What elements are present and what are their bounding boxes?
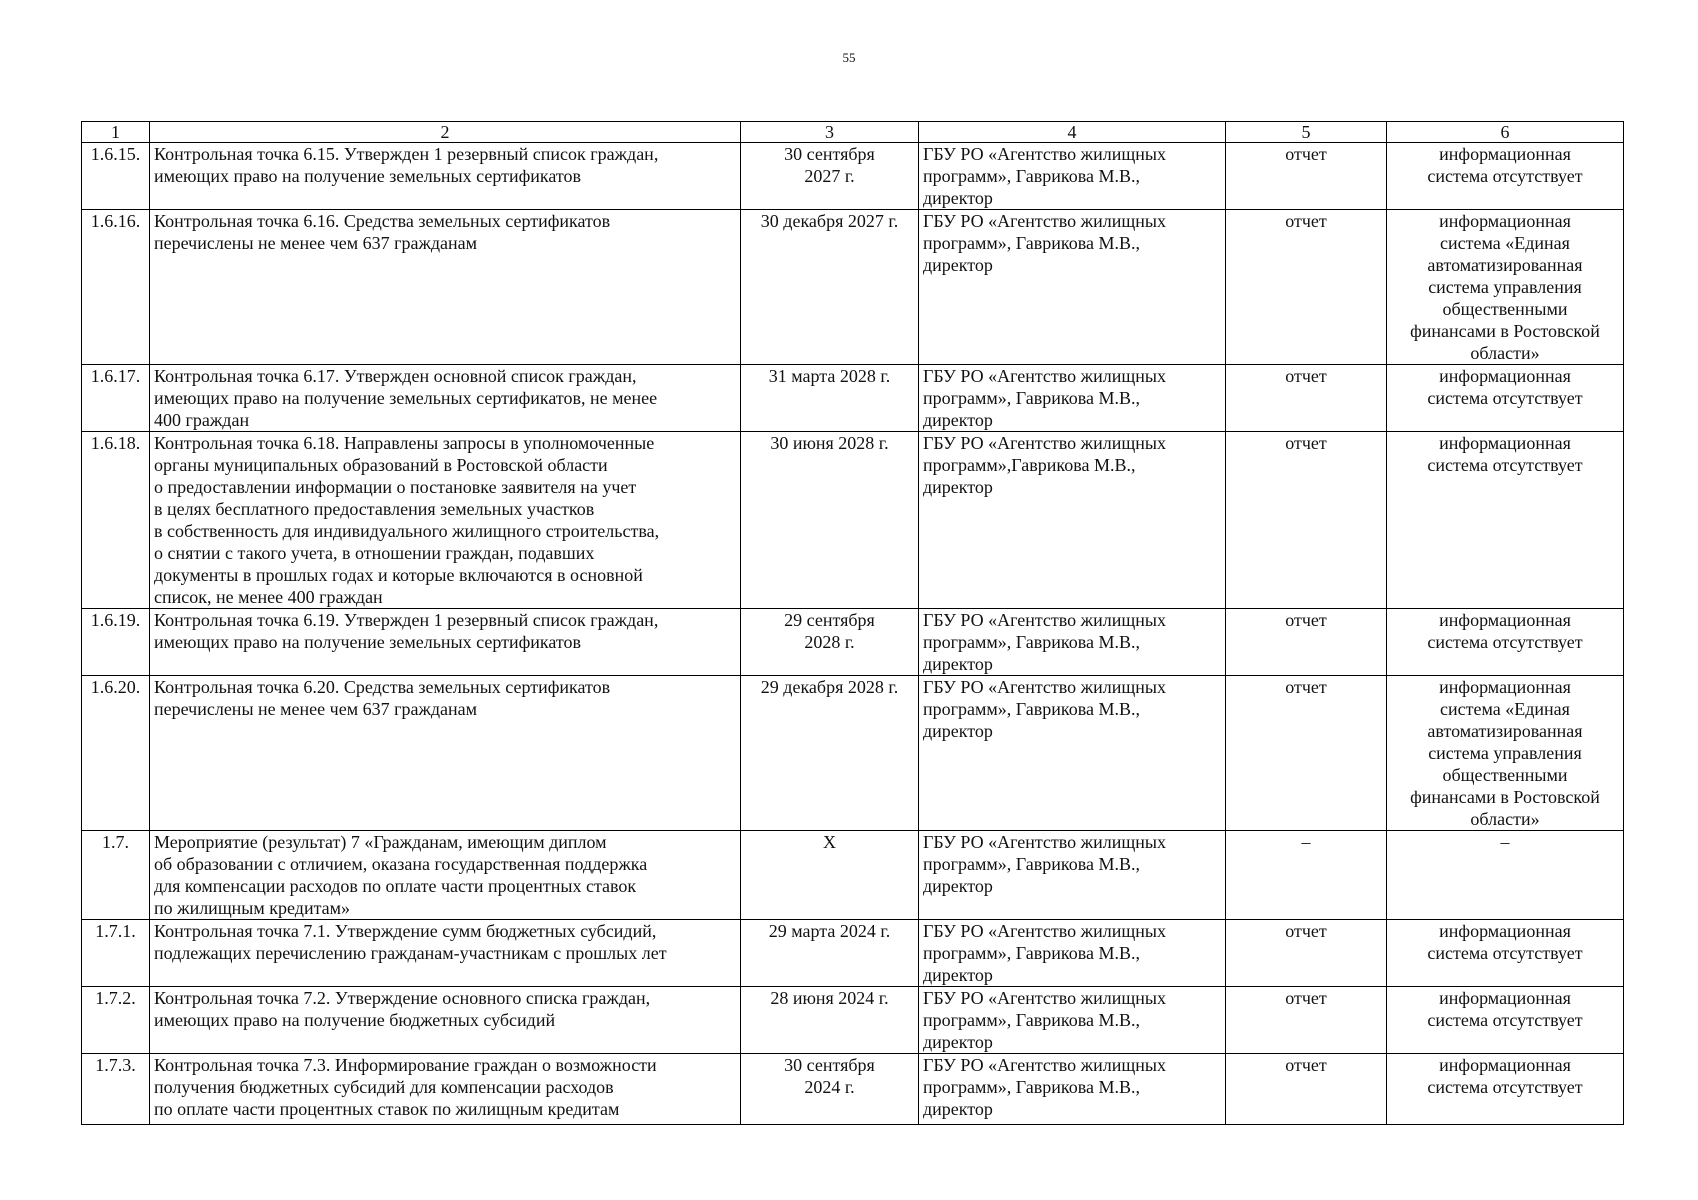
row-number: 1.6.19. <box>82 609 150 676</box>
row-description-line: документы в прошлых годах и которые включаются в основной <box>154 565 643 585</box>
row-responsible <box>919 920 1226 987</box>
row-description <box>150 609 741 676</box>
table-body <box>82 122 1624 1125</box>
row-description-line: Контрольная точка 7.3. Информирование граждан о возможности <box>154 1055 657 1075</box>
row-responsible-line: ГБУ РО «Агентство жилищных <box>923 433 1166 453</box>
row-responsible <box>919 831 1226 920</box>
row-description-line: получения бюджетных субсидий для компенсации расходов <box>154 1077 614 1097</box>
column-number-1: 1 <box>82 122 150 143</box>
row-information-system-line: финансами в Ростовской <box>1410 787 1600 807</box>
row-description-line: имеющих право на получение земельных сертификатов, не менее <box>154 388 658 408</box>
row-information-system-line: общественными <box>1442 299 1568 319</box>
row-information-system-line: общественными <box>1442 765 1568 785</box>
row-responsible-line: директор <box>923 1032 993 1052</box>
row-responsible <box>919 987 1226 1054</box>
row-responsible <box>919 432 1226 609</box>
row-deadline-line: 30 сентября <box>784 1055 875 1075</box>
control-points-table <box>81 121 1624 1125</box>
row-responsible-line: программ»,Гаврикова М.В., <box>923 455 1136 475</box>
row-responsible-line: директор <box>923 654 993 674</box>
row-responsible-line: программ», Гаврикова М.В., <box>923 233 1140 253</box>
row-information-system-line: система отсутствует <box>1427 388 1583 408</box>
row-description-line: органы муниципальных образований в Ростовской области <box>154 455 608 475</box>
row-deadline-line: 29 декабря 2028 г. <box>760 677 899 697</box>
row-description-line: Мероприятие (результат) 7 «Гражданам, имеющим диплом <box>154 832 607 852</box>
row-description-line: Контрольная точка 6.16. Средства земельных сертификатов <box>154 211 611 231</box>
table-row <box>82 365 1624 432</box>
row-deadline <box>741 987 919 1054</box>
row-responsible-line: ГБУ РО «Агентство жилищных <box>923 832 1166 852</box>
row-information-system-line: информационная <box>1439 211 1571 231</box>
row-description-line: по оплате части процентных ставок по жилищным кредитам <box>154 1099 620 1119</box>
column-number-2: 2 <box>150 122 741 143</box>
row-description <box>150 365 741 432</box>
row-responsible-line: ГБУ РО «Агентство жилищных <box>923 1055 1166 1075</box>
table-row <box>82 920 1624 987</box>
row-deadline <box>741 831 919 920</box>
row-deadline-line: 2028 г. <box>804 632 855 652</box>
table-row <box>82 143 1624 210</box>
row-information-system-line: – <box>1500 832 1510 852</box>
row-information-system-line: автоматизированная <box>1427 721 1583 741</box>
row-deadline-line: 30 июня 2028 г. <box>770 433 889 453</box>
row-responsible-line: директор <box>923 477 993 497</box>
row-document-type: отчет <box>1226 1054 1387 1125</box>
row-description-line: Контрольная точка 7.2. Утверждение основного списка граждан, <box>154 988 651 1008</box>
table-row <box>82 676 1624 831</box>
row-information-system <box>1387 987 1624 1054</box>
row-description-line: 400 граждан <box>154 410 250 430</box>
row-deadline-line: 29 марта 2024 г. <box>768 921 891 941</box>
row-description <box>150 1054 741 1125</box>
row-number: 1.7.3. <box>82 1054 150 1125</box>
row-information-system-line: система отсутствует <box>1427 632 1583 652</box>
row-responsible <box>919 365 1226 432</box>
row-information-system <box>1387 609 1624 676</box>
row-description-line: Контрольная точка 6.18. Направлены запросы в уполномоченные <box>154 433 655 453</box>
row-responsible-line: программ», Гаврикова М.В., <box>923 1077 1140 1097</box>
row-responsible-line: ГБУ РО «Агентство жилищных <box>923 921 1166 941</box>
row-document-type: – <box>1226 831 1387 920</box>
row-information-system-line: области» <box>1470 343 1540 363</box>
row-deadline <box>741 210 919 365</box>
row-deadline-line: 29 сентября <box>784 610 875 630</box>
row-responsible-line: директор <box>923 1099 993 1119</box>
row-description-line: Контрольная точка 6.17. Утвержден основной список граждан, <box>154 366 637 386</box>
row-responsible-line: директор <box>923 410 993 430</box>
row-deadline <box>741 676 919 831</box>
row-information-system-line: система отсутствует <box>1427 1077 1583 1097</box>
row-information-system-line: информационная <box>1439 921 1571 941</box>
row-description <box>150 987 741 1054</box>
row-responsible-line: программ», Гаврикова М.В., <box>923 632 1140 652</box>
row-description-line: подлежащих перечислению гражданам-участникам с прошлых лет <box>154 943 667 963</box>
row-responsible-line: директор <box>923 255 993 275</box>
row-description-line: в собственность для индивидуального жилищного строительства, <box>154 521 660 541</box>
row-information-system-line: система «Единая <box>1440 699 1570 719</box>
row-responsible <box>919 210 1226 365</box>
row-number: 1.6.16. <box>82 210 150 365</box>
row-information-system <box>1387 365 1624 432</box>
row-description-line: имеющих право на получение земельных сертификатов <box>154 632 582 652</box>
row-responsible-line: программ», Гаврикова М.В., <box>923 854 1140 874</box>
row-information-system-line: система отсутствует <box>1427 1010 1583 1030</box>
row-description-line: Контрольная точка 6.20. Средства земельных сертификатов <box>154 677 611 697</box>
row-description <box>150 920 741 987</box>
row-document-type: отчет <box>1226 987 1387 1054</box>
row-information-system-line: система управления <box>1428 277 1582 297</box>
row-responsible-line: программ», Гаврикова М.В., <box>923 388 1140 408</box>
row-deadline <box>741 609 919 676</box>
row-deadline-line: Х <box>823 832 836 852</box>
row-information-system <box>1387 210 1624 365</box>
row-description-line: о снятии с такого учета, в отношении граждан, подавших <box>154 543 595 563</box>
row-responsible-line: ГБУ РО «Агентство жилищных <box>923 988 1166 1008</box>
row-deadline <box>741 365 919 432</box>
row-number: 1.7. <box>82 831 150 920</box>
table-row <box>82 831 1624 920</box>
row-information-system-line: система «Единая <box>1440 233 1570 253</box>
row-information-system-line: финансами в Ростовской <box>1410 321 1600 341</box>
row-responsible-line: программ», Гаврикова М.В., <box>923 166 1140 186</box>
table-row <box>82 432 1624 609</box>
row-description-line: Контрольная точка 6.19. Утвержден 1 резервный список граждан, <box>154 610 659 630</box>
row-information-system-line: информационная <box>1439 144 1571 164</box>
row-responsible-line: программ», Гаврикова М.В., <box>923 1010 1140 1030</box>
row-responsible-line: ГБУ РО «Агентство жилищных <box>923 366 1166 386</box>
table-row <box>82 987 1624 1054</box>
row-deadline-line: 28 июня 2024 г. <box>770 988 889 1008</box>
row-information-system <box>1387 432 1624 609</box>
row-deadline <box>741 432 919 609</box>
row-information-system-line: система управления <box>1428 743 1582 763</box>
row-information-system <box>1387 676 1624 831</box>
table-row <box>82 210 1624 365</box>
row-description <box>150 210 741 365</box>
row-description-line: имеющих право на получение земельных сертификатов <box>154 166 582 186</box>
row-responsible-line: ГБУ РО «Агентство жилищных <box>923 610 1166 630</box>
row-document-type: отчет <box>1226 143 1387 210</box>
column-number-5: 5 <box>1226 122 1387 143</box>
row-description <box>150 676 741 831</box>
row-information-system <box>1387 1054 1624 1125</box>
row-document-type: отчет <box>1226 432 1387 609</box>
row-number: 1.7.1. <box>82 920 150 987</box>
row-document-type: отчет <box>1226 365 1387 432</box>
row-description-line: перечислены не менее чем 637 гражданам <box>154 699 478 719</box>
row-number: 1.6.20. <box>82 676 150 831</box>
row-responsible-line: программ», Гаврикова М.В., <box>923 699 1140 719</box>
row-description-line: по жилищным кредитам» <box>154 898 351 918</box>
table-row <box>82 609 1624 676</box>
row-document-type: отчет <box>1226 609 1387 676</box>
row-responsible-line: директор <box>923 721 993 741</box>
row-responsible <box>919 609 1226 676</box>
row-deadline-line: 30 декабря 2027 г. <box>760 211 899 231</box>
row-responsible-line: директор <box>923 188 993 208</box>
row-information-system-line: информационная <box>1439 610 1571 630</box>
row-information-system-line: информационная <box>1439 1055 1571 1075</box>
row-deadline <box>741 1054 919 1125</box>
row-deadline-line: 2027 г. <box>804 166 855 186</box>
column-number-row <box>82 122 1624 143</box>
row-responsible-line: директор <box>923 965 993 985</box>
row-information-system-line: информационная <box>1439 433 1571 453</box>
row-description-line: в целях бесплатного предоставления земельных участков <box>154 499 595 519</box>
row-number: 1.6.17. <box>82 365 150 432</box>
row-responsible-line: ГБУ РО «Агентство жилищных <box>923 144 1166 164</box>
row-information-system-line: система отсутствует <box>1427 943 1583 963</box>
row-number: 1.6.18. <box>82 432 150 609</box>
row-description-line: о предоставлении информации о постановке заявителя на учет <box>154 477 637 497</box>
row-description-line: Контрольная точка 7.1. Утверждение сумм бюджетных субсидий, <box>154 921 657 941</box>
row-description-line: для компенсации расходов по оплате части процентных ставок <box>154 876 637 896</box>
row-deadline <box>741 143 919 210</box>
row-description-line: Контрольная точка 6.15. Утвержден 1 резервный список граждан, <box>154 144 659 164</box>
row-number: 1.6.15. <box>82 143 150 210</box>
row-responsible-line: ГБУ РО «Агентство жилищных <box>923 677 1166 697</box>
column-number-4: 4 <box>919 122 1226 143</box>
row-document-type: отчет <box>1226 676 1387 831</box>
row-deadline-line: 30 сентября <box>784 144 875 164</box>
row-description-line: список, не менее 400 граждан <box>154 587 383 607</box>
column-number-6: 6 <box>1387 122 1624 143</box>
table-row <box>82 1054 1624 1125</box>
row-information-system-line: автоматизированная <box>1427 255 1583 275</box>
row-information-system <box>1387 143 1624 210</box>
row-deadline-line: 31 марта 2028 г. <box>768 366 891 386</box>
page-number: 55 <box>842 50 856 65</box>
row-responsible <box>919 1054 1226 1125</box>
row-description-line: перечислены не менее чем 637 гражданам <box>154 233 478 253</box>
row-deadline <box>741 920 919 987</box>
row-document-type: отчет <box>1226 920 1387 987</box>
row-responsible <box>919 676 1226 831</box>
row-description <box>150 432 741 609</box>
row-responsible <box>919 143 1226 210</box>
row-information-system-line: система отсутствует <box>1427 455 1583 475</box>
row-information-system-line: информационная <box>1439 988 1571 1008</box>
row-information-system <box>1387 920 1624 987</box>
row-document-type: отчет <box>1226 210 1387 365</box>
row-responsible-line: директор <box>923 876 993 896</box>
row-information-system-line: области» <box>1470 809 1540 829</box>
row-information-system-line: информационная <box>1439 366 1571 386</box>
row-description <box>150 831 741 920</box>
row-information-system-line: система отсутствует <box>1427 166 1583 186</box>
row-number: 1.7.2. <box>82 987 150 1054</box>
row-description-line: об образовании с отличием, оказана государственная поддержка <box>154 854 648 874</box>
row-description <box>150 143 741 210</box>
row-deadline-line: 2024 г. <box>804 1077 855 1097</box>
row-responsible-line: ГБУ РО «Агентство жилищных <box>923 211 1166 231</box>
row-responsible-line: программ», Гаврикова М.В., <box>923 943 1140 963</box>
row-information-system-line: информационная <box>1439 677 1571 697</box>
row-description-line: имеющих право на получение бюджетных субсидий <box>154 1010 556 1030</box>
row-information-system <box>1387 831 1624 920</box>
column-number-3: 3 <box>741 122 919 143</box>
